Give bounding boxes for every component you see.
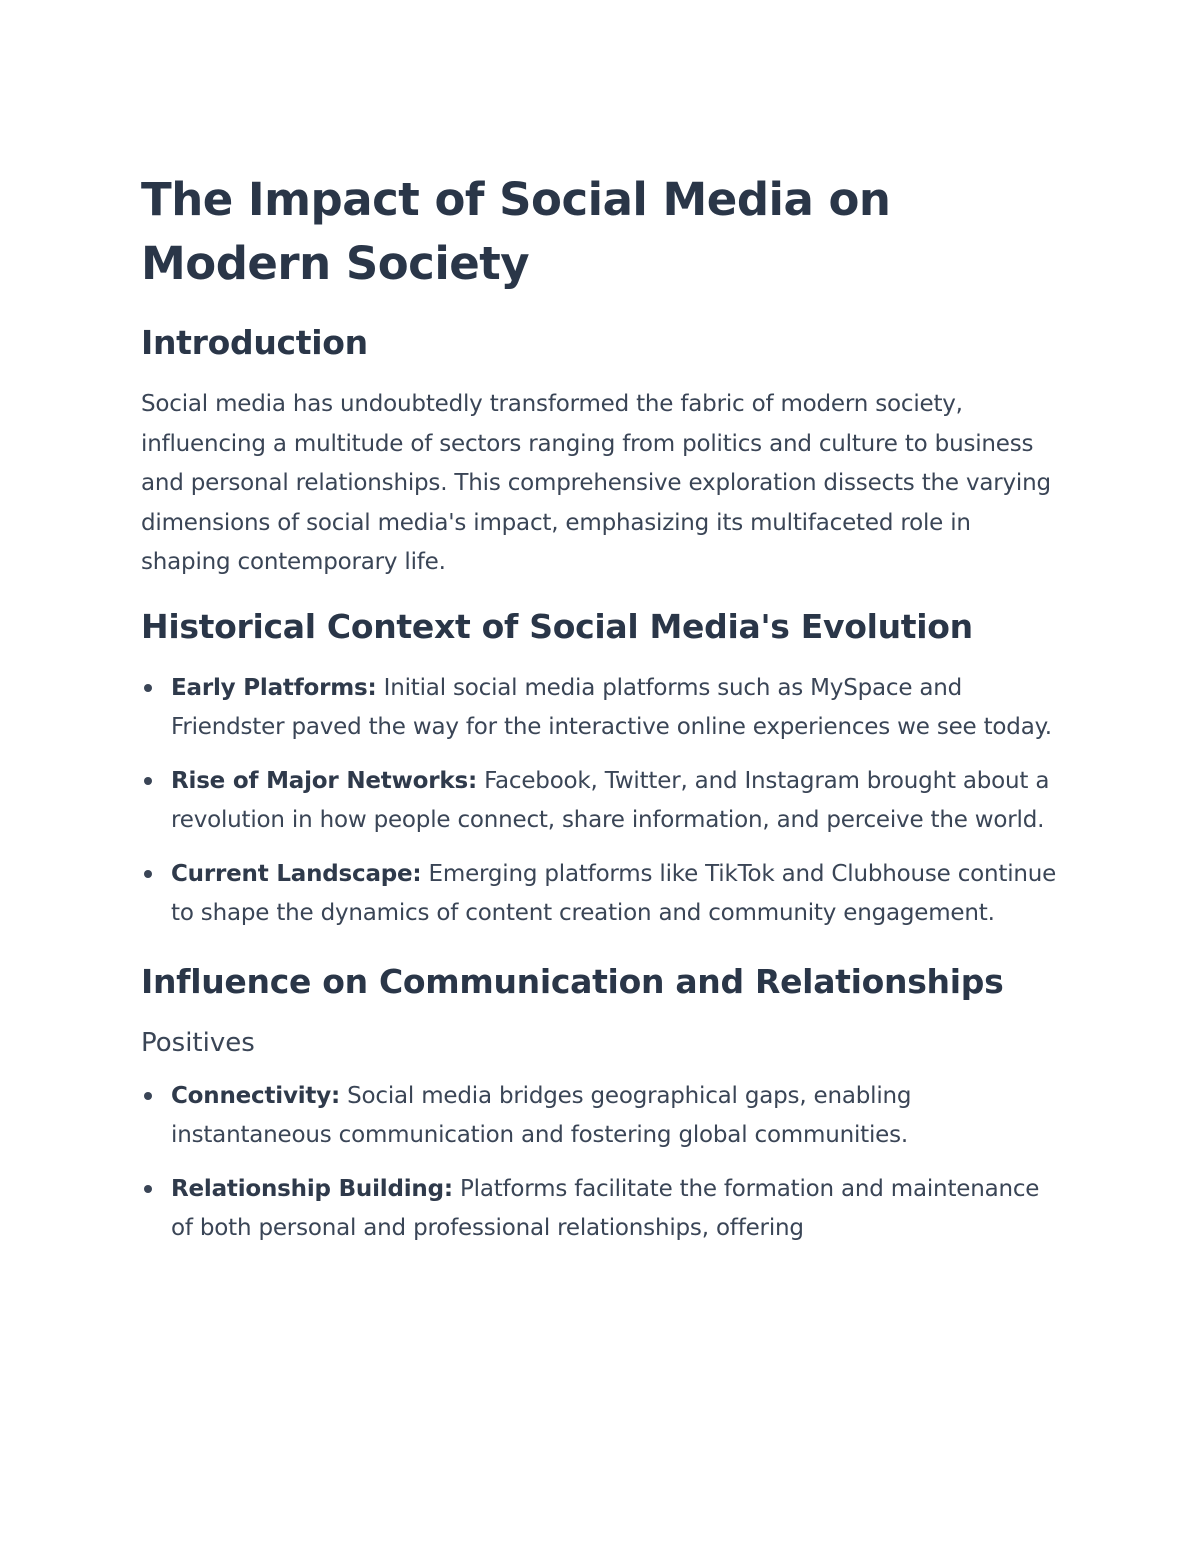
history-list (141, 669, 1061, 934)
bullet-icon (144, 1185, 152, 1193)
history-heading: Historical Context of Social Media's Evolution (141, 606, 973, 646)
list-item-text: Facebook, Twitter, and Instagram brought about a revolution in how people connect, share information, and perceive the world. (171, 767, 1050, 833)
introduction-heading: Introduction (141, 323, 368, 362)
list-item-term: Connectivity: (171, 1082, 341, 1109)
bullet-icon (144, 684, 152, 692)
list-item (141, 1170, 1061, 1249)
positives-heading: Positives (141, 1027, 255, 1058)
document-title: The Impact of Social Media on Modern Society (141, 173, 891, 290)
list-item-text: Emerging platforms like TikTok and Clubhouse continue to shape the dynamics of content creation and community engagement. (171, 860, 1057, 926)
influence-heading: Influence on Communication and Relationships (141, 961, 1004, 1001)
list-item-text: Social media bridges geographical gaps, enabling instantaneous communication and fostering global communities. (171, 1082, 912, 1148)
list-item-term: Rise of Major Networks: (171, 767, 477, 794)
list-item (141, 1077, 1061, 1156)
bullet-icon (144, 870, 152, 878)
list-item-term: Current Landscape: (171, 860, 422, 887)
list-item-term: Relationship Building: (171, 1175, 453, 1202)
list-item (141, 855, 1061, 934)
list-item-text: Platforms facilitate the formation and maintenance of both personal and professional relationships, offering (171, 1175, 1040, 1241)
list-item-text: Initial social media platforms such as MySpace and Friendster paved the way for the interactive online experiences we see today. (171, 674, 1052, 740)
list-item (141, 762, 1061, 841)
document-page (141, 168, 1061, 1249)
list-item-term: Early Platforms: (171, 674, 377, 701)
positives-list (141, 1077, 1061, 1249)
list-item (141, 669, 1061, 748)
bullet-icon (144, 777, 152, 785)
introduction-paragraph: Social media has undoubtedly transformed the fabric of modern society, influencing a multitude of sectors ranging from politics and culture to business and personal relationships. This comprehensive exploration dissects the varying dimensions of social media's impact, emphasizing its multifaceted role in shaping contemporary life. (141, 391, 1051, 575)
bullet-icon (144, 1092, 152, 1100)
